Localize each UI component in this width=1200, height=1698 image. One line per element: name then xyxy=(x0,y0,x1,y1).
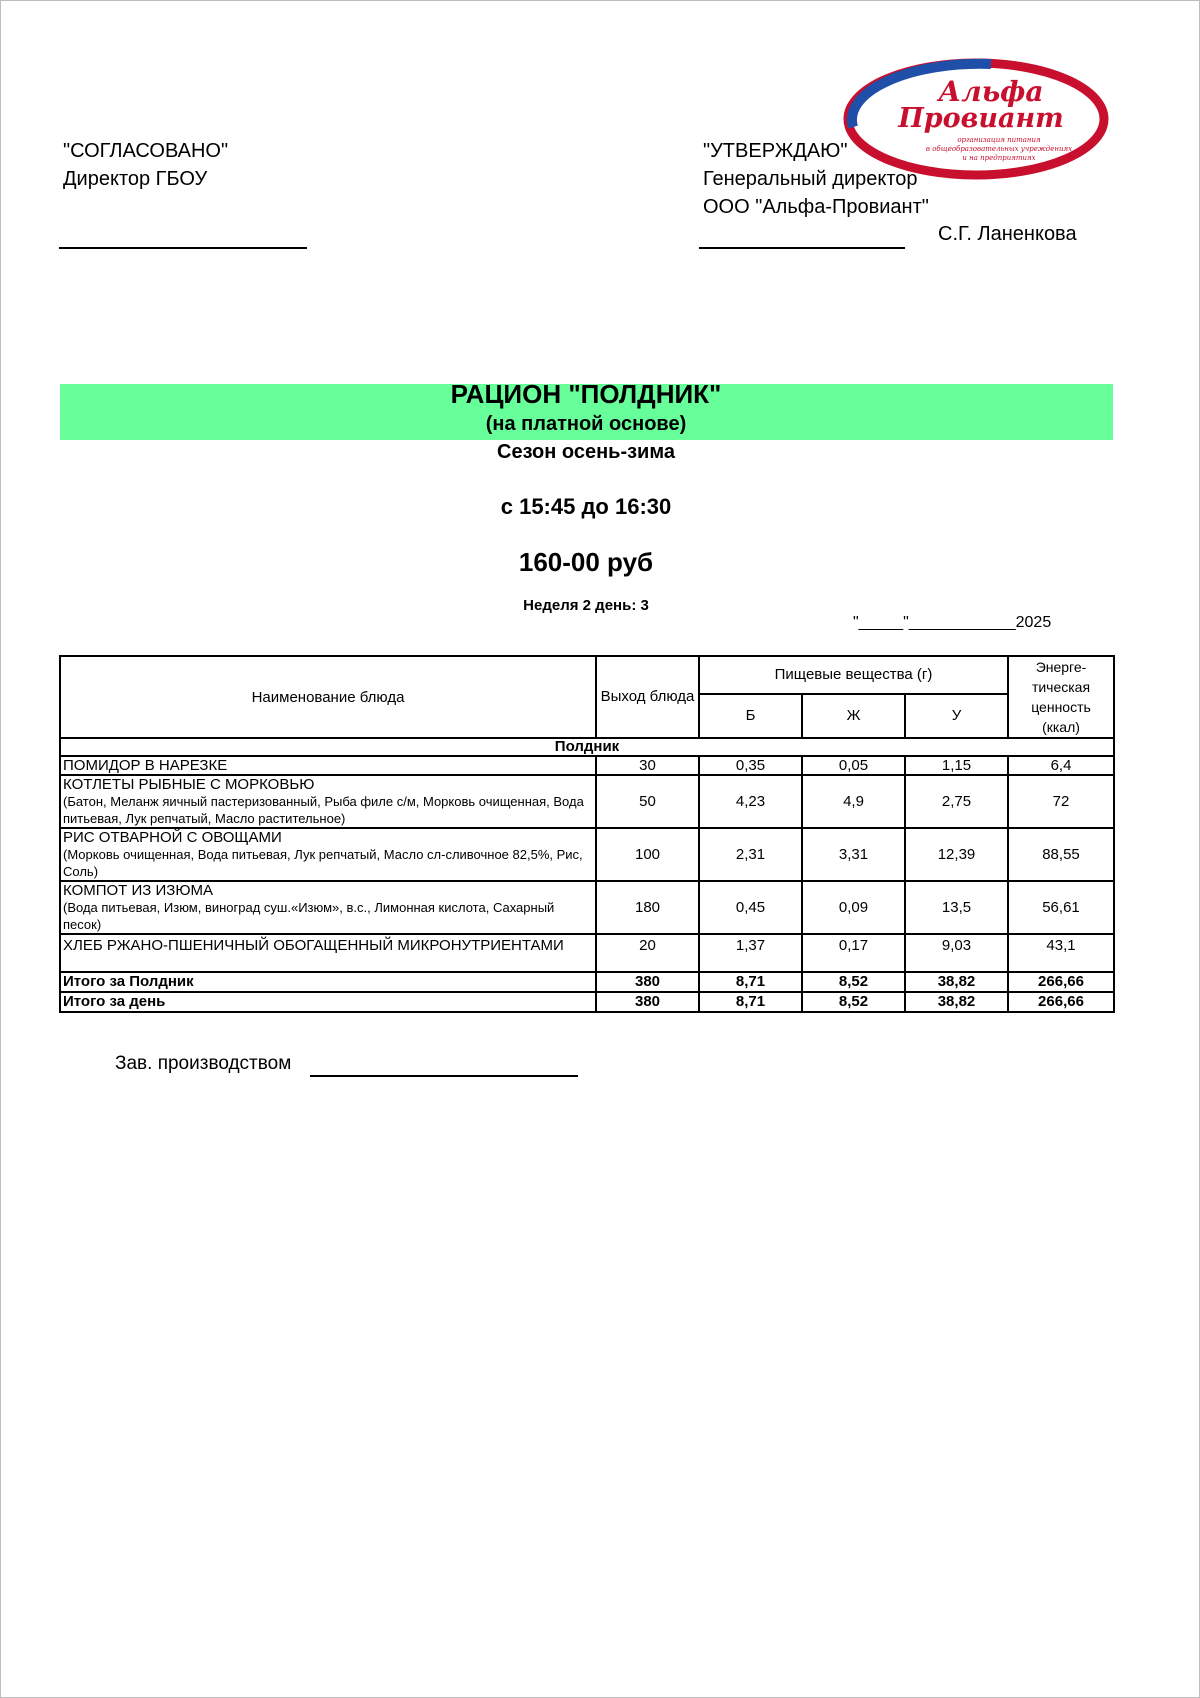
page-title: РАЦИОН "ПОЛДНИК" xyxy=(450,379,722,409)
total-label: Итого за Полдник xyxy=(60,972,596,992)
dish-carbs: 2,75 xyxy=(905,775,1008,828)
total-label: Итого за день xyxy=(60,992,596,1012)
dish-ingredients: (Морковь очищенная, Вода питьевая, Лук репчатый, Масло сл-сливочное 82,5%, Рис, Соль) xyxy=(63,847,583,879)
approval-right-signer: С.Г. Ланенкова xyxy=(938,223,1077,245)
approval-right-position: Генеральный директор xyxy=(703,168,918,190)
table-row xyxy=(60,756,1114,775)
dish-carbs: 12,39 xyxy=(905,828,1008,881)
logo-line2: Провиант xyxy=(898,103,1064,134)
logo-tagline3: и на предприятиях xyxy=(962,154,1036,162)
dish-kcal: 56,61 xyxy=(1008,881,1114,934)
total-kcal: 266,66 xyxy=(1008,992,1114,1012)
total-fat: 8,52 xyxy=(802,972,905,992)
approval-right-company: ООО "Альфа-Провиант" xyxy=(703,196,929,218)
logo-tagline1: организация питания xyxy=(957,136,1041,144)
dish-yield: 30 xyxy=(596,756,699,775)
header-carbs: У xyxy=(905,694,1008,738)
production-manager-label: Зав. производством xyxy=(115,1053,292,1074)
approval-left-title: "СОГЛАСОВАНО" xyxy=(63,140,229,162)
table-row xyxy=(60,881,1114,934)
dish-name: КОМПОТ ИЗ ИЗЮМА xyxy=(63,882,214,899)
dish-protein: 1,37 xyxy=(699,934,802,972)
dish-fat: 0,17 xyxy=(802,934,905,972)
price-label: 160-00 руб xyxy=(518,547,654,577)
dish-ingredients: (Батон, Меланж яичный пастеризованный, Рыба филе с/м, Морковь очищенная, Вода питьевая, Лук репчатый, Масло растительное) xyxy=(63,794,584,826)
dish-ingredients: (Вода питьевая, Изюм, виноград суш.«Изюм», в.с., Лимонная кислота, Сахарный песок) xyxy=(63,900,555,932)
dish-yield: 180 xyxy=(596,881,699,934)
serving-time: с 15:45 до 16:30 xyxy=(500,494,672,519)
dish-yield: 50 xyxy=(596,775,699,828)
approval-left-position: Директор ГБОУ xyxy=(63,168,208,190)
page-subtitle: (на платной основе) xyxy=(485,413,687,435)
dish-yield: 100 xyxy=(596,828,699,881)
header-fat: Ж xyxy=(802,694,905,738)
dish-kcal: 72 xyxy=(1008,775,1114,828)
total-fat: 8,52 xyxy=(802,992,905,1012)
season-label: Сезон осень-зима xyxy=(497,441,675,463)
total-kcal: 266,66 xyxy=(1008,972,1114,992)
dish-kcal: 88,55 xyxy=(1008,828,1114,881)
logo-line1: Альфа xyxy=(938,75,1044,108)
dish-carbs: 1,15 xyxy=(905,756,1008,775)
section-header: Полдник xyxy=(60,738,1114,756)
header-energy: Энерге-тическая ценность (ккал) xyxy=(1008,656,1114,738)
dish-kcal: 43,1 xyxy=(1008,934,1114,972)
table-row xyxy=(60,828,1114,881)
total-protein: 8,71 xyxy=(699,972,802,992)
header-name: Наименование блюда xyxy=(60,656,596,738)
dish-fat: 0,05 xyxy=(802,756,905,775)
dish-yield: 20 xyxy=(596,934,699,972)
dish-fat: 0,09 xyxy=(802,881,905,934)
total-protein: 8,71 xyxy=(699,992,802,1012)
dish-protein: 2,31 xyxy=(699,828,802,881)
dish-protein: 0,35 xyxy=(699,756,802,775)
header-protein: Б xyxy=(699,694,802,738)
dish-kcal: 6,4 xyxy=(1008,756,1114,775)
approval-left-signature-line xyxy=(59,247,307,249)
date-field: "_____"____________2025 xyxy=(853,614,1052,631)
total-yield: 380 xyxy=(596,992,699,1012)
menu-table xyxy=(59,655,1115,1013)
dish-carbs: 9,03 xyxy=(905,934,1008,972)
dish-protein: 4,23 xyxy=(699,775,802,828)
dish-fat: 3,31 xyxy=(802,828,905,881)
dish-fat: 4,9 xyxy=(802,775,905,828)
approval-left xyxy=(63,137,228,193)
logo-tagline2: в общеобразовательных учреждениях xyxy=(925,145,1073,153)
total-yield: 380 xyxy=(596,972,699,992)
total-carbs: 38,82 xyxy=(905,972,1008,992)
dish-name: РИС ОТВАРНОЙ С ОВОЩАМИ xyxy=(63,829,282,846)
total-carbs: 38,82 xyxy=(905,992,1008,1012)
dish-name: КОТЛЕТЫ РЫБНЫЕ С МОРКОВЬЮ xyxy=(63,776,315,793)
total-row-day xyxy=(60,992,1114,1012)
dish-name: ПОМИДОР В НАРЕЗКЕ xyxy=(63,757,228,774)
production-manager-signature-line xyxy=(310,1075,578,1077)
approval-right-signature-line xyxy=(699,247,905,249)
header-yield: Выход блюда xyxy=(596,656,699,738)
dish-name: ХЛЕБ РЖАНО-ПШЕНИЧНЫЙ ОБОГАЩЕННЫЙ МИКРОНУТРИЕНТАМИ xyxy=(63,937,564,954)
approval-right xyxy=(703,137,929,221)
table-row xyxy=(60,775,1114,828)
total-row-snack xyxy=(60,972,1114,992)
dish-carbs: 13,5 xyxy=(905,881,1008,934)
table-row xyxy=(60,934,1114,972)
approval-right-title: "УТВЕРЖДАЮ" xyxy=(703,140,848,162)
week-day-label: Неделя 2 день: 3 xyxy=(523,597,649,614)
dish-protein: 0,45 xyxy=(699,881,802,934)
header-nutrients: Пищевые вещества (г) xyxy=(699,656,1008,694)
